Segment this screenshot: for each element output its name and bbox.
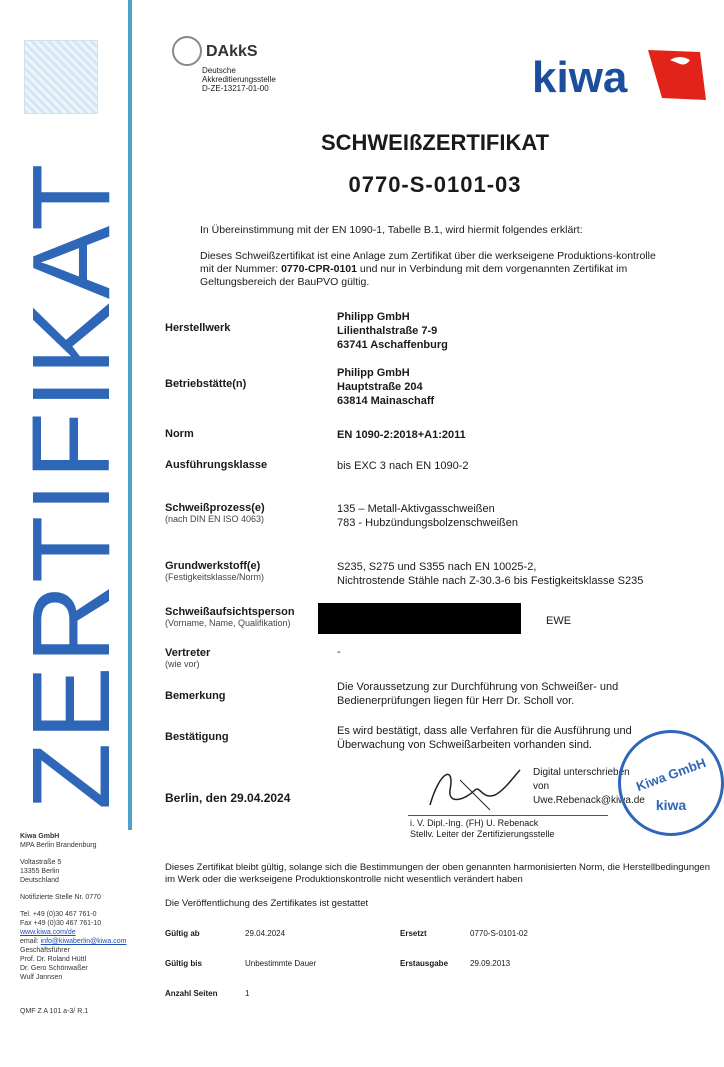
side-word: ZERTIFIKAT <box>10 160 133 810</box>
gueltig-ab-value: 29.04.2024 <box>245 929 286 938</box>
norm-value: EN 1090-2:2018+A1:2011 <box>337 429 466 441</box>
dakks-logo: DAkkS Deutsche Akkreditierungsstelle D-ZE-13217-01-00 <box>172 36 276 93</box>
bemerkung-label: Bemerkung <box>165 690 226 702</box>
ersetzt-label: Ersetzt <box>400 929 427 938</box>
bestaetigung-label: Bestätigung <box>165 731 229 743</box>
norm-label: Norm <box>165 428 194 440</box>
grund-value: S235, S275 und S355 nach EN 10025-2, Nichtrostende Stähle nach Z-30.3-6 bis Festigkeitsklasse S235 <box>337 561 644 587</box>
email-link[interactable]: info@kiwaberlin@kiwa.com <box>40 938 127 945</box>
vertreter-label: Vertreter (wie vor) <box>165 647 211 669</box>
ersetzt-value: 0770-S-0101-02 <box>470 929 528 938</box>
kiwa-logo <box>530 40 710 110</box>
signature-image <box>420 760 530 815</box>
kiwa-stamp: Kiwa GmbH kiwa <box>618 730 724 836</box>
aufsicht-label: Schweißaufsichtsperson (Vorname, Name, Qualifikation) <box>165 606 295 628</box>
form-code: QMF Z A 101 a-3/ R.1 <box>20 1008 89 1015</box>
qr-code-image <box>24 40 98 114</box>
erstausgabe-value: 29.09.2013 <box>470 959 511 968</box>
herstellwerk-value: Philipp GmbH Lilienthalstraße 7-9 63741 Aschaffenburg <box>337 311 448 351</box>
klasse-value: bis EXC 3 nach EN 1090-2 <box>337 460 469 472</box>
certificate-number: 0770-S-0101-03 <box>348 172 522 197</box>
website-link[interactable]: www.kiwa.com/de <box>20 929 76 936</box>
herstellwerk-label: Herstellwerk <box>165 322 231 334</box>
place-date: Berlin, den 29.04.2024 <box>165 791 291 805</box>
validity-text: Dieses Zertifikat bleibt gültig, solange sich die Bestimmungen der oben genannten harmonisierten Norm, die Herstellbedingungen im Werk oder die werkseigene Produktionskontrolle nicht wesentlich verändert haben <box>165 862 710 885</box>
seiten-value: 1 <box>245 989 250 998</box>
publication-text: Die Veröffentlichung des Zertifikates ist gestattet <box>165 898 369 909</box>
gueltig-bis-value: Unbestimmte Dauer <box>245 959 317 968</box>
betrieb-value: Philipp GmbH Hauptstraße 204 63814 Mainaschaff <box>337 367 435 407</box>
sidebar-company-info: Kiwa GmbH MPA Berlin Brandenburg Voltastraße 5 13355 Berlin Deutschland Notifizierte Stelle Nr. 0770 Tel. +49 (0)30 467 761-0 Fax +49 (0)30 467 761-10 www.kiwa.com/de email: info@kiwaberlin@kiwa.com Geschäftsführer Prof. Dr. Roland Hüttl Dr. Gero Schönwaßer Wulf Jannsen <box>20 833 127 981</box>
grund-label: Grundwerkstoff(e) (Festigkeitsklasse/Norm) <box>165 560 265 582</box>
digital-signature-note: Digital unterschrieben von Uwe.Rebenack@kiwa.de <box>533 767 645 806</box>
dakks-seal-icon <box>172 36 202 66</box>
intro-text: In Übereinstimmung mit der EN 1090-1, Tabelle B.1, wird hiermit folgendes erklärt: Dieses Schweißzertifikat ist eine Anlage zum Zertifikat über die werkseigene Produktions-kontrolle mit der Nummer: 0770-CPR-0101 und nur in Verbindung mit dem vorgenannten Zertifikat im Geltungsbereich der BauPVO gültig. <box>200 224 656 288</box>
seiten-label: Anzahl Seiten <box>165 989 218 998</box>
aufsicht-qualification: EWE <box>546 615 572 627</box>
signature-line <box>408 815 608 816</box>
prozess-value: 135 – Metall-Aktivgasschweißen 783 - Hubzündungsbolzenschweißen <box>337 503 519 529</box>
signer-info: i. V. Dipl.-Ing. (FH) U. Rebenack Stellv. Leiter der Zertifizierungsstelle <box>410 818 555 839</box>
betrieb-label: Betriebstätte(n) <box>165 378 247 390</box>
gueltig-bis-label: Gültig bis <box>165 959 202 968</box>
kiwa-logo-text: kiwa <box>532 53 628 102</box>
bemerkung-value: Die Voraussetzung zur Durchführung von Schweißer- und Bedienerprüfungen liegen für Herr Dr. Scholl vor. <box>337 681 619 707</box>
redacted-name-block <box>318 603 521 634</box>
erstausgabe-label: Erstausgabe <box>400 959 449 968</box>
prozess-label: Schweißprozess(e) (nach DIN EN ISO 4063) <box>165 502 265 524</box>
page-title: SCHWEIßZERTIFIKAT <box>320 130 550 155</box>
bestaetigung-value: Es wird bestätigt, dass alle Verfahren für die Ausführung und Überwachung von Schweißarbeiten vorhanden sind. <box>337 725 632 751</box>
gueltig-ab-label: Gültig ab <box>165 929 200 938</box>
klasse-label: Ausführungsklasse <box>165 459 268 471</box>
vertreter-value: - <box>337 646 341 658</box>
